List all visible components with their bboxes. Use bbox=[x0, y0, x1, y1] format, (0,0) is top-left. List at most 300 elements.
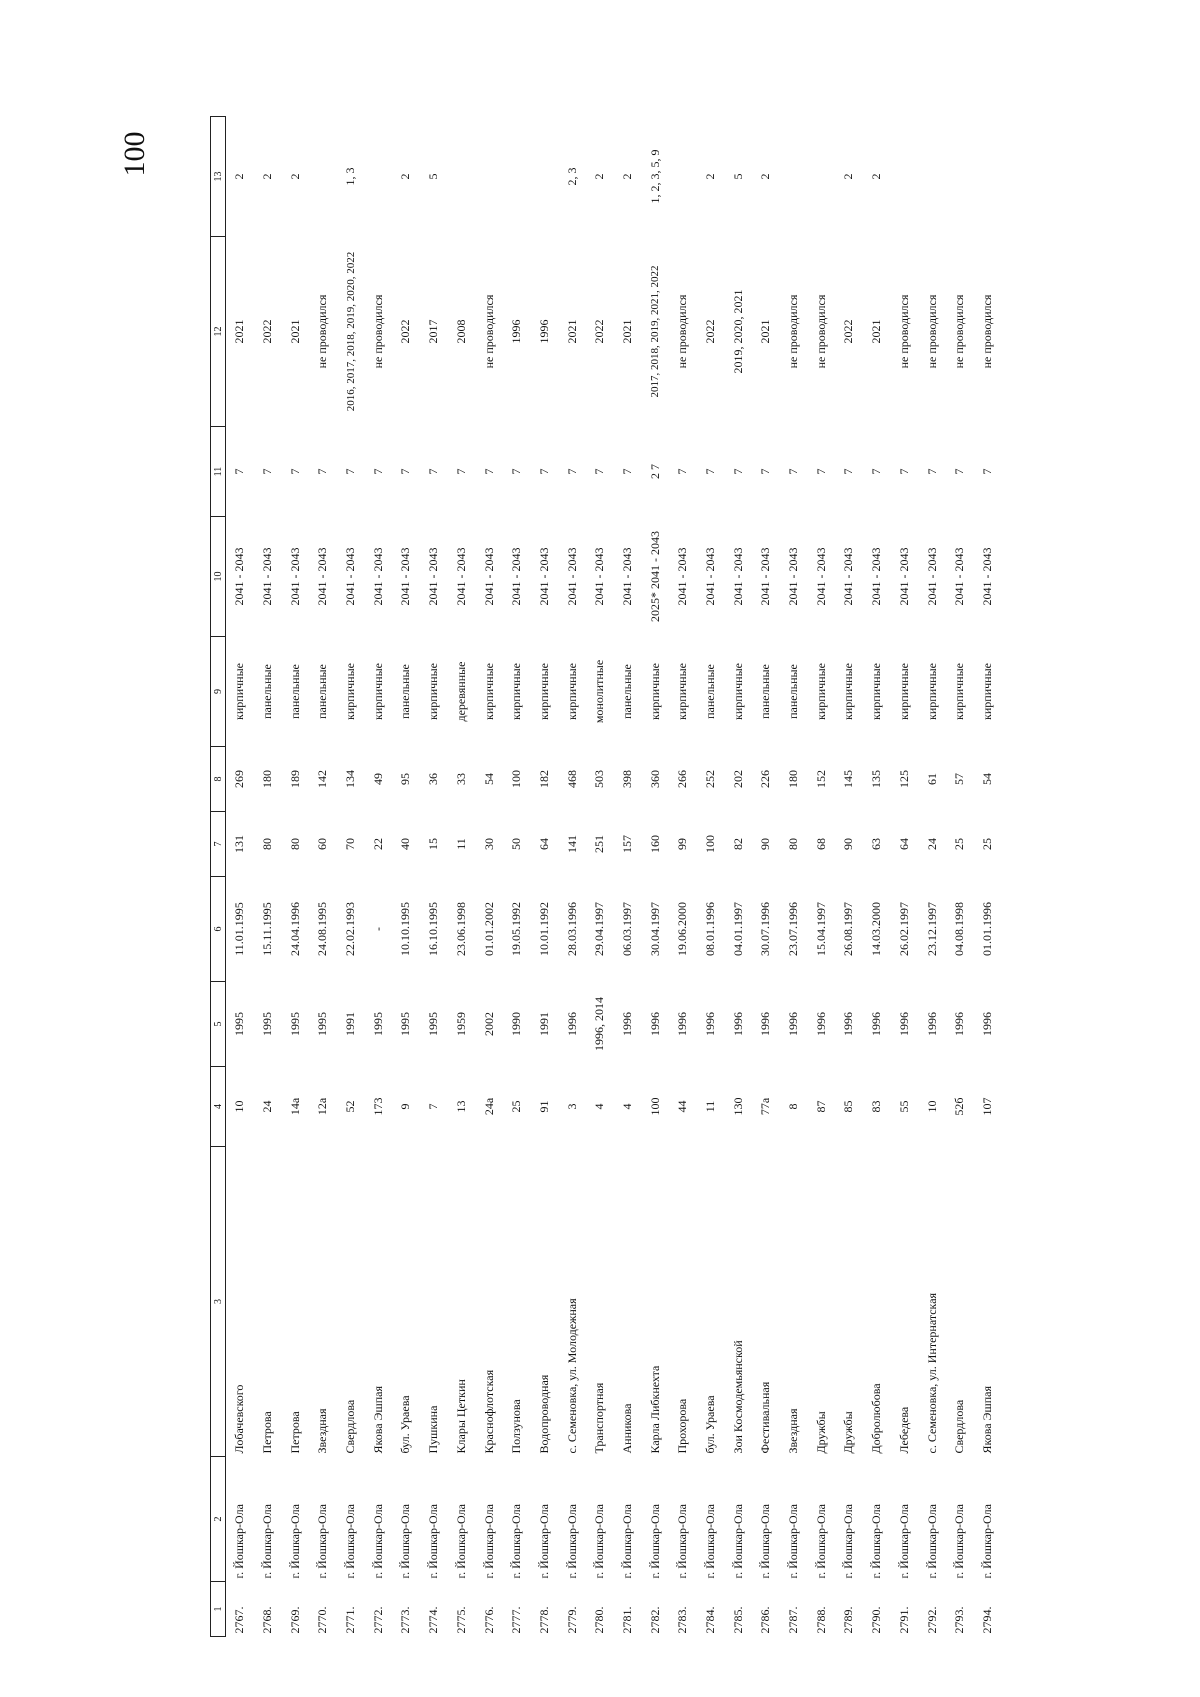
count-cell: 70 bbox=[343, 838, 358, 850]
last-repair-cell: 2021 bbox=[564, 319, 579, 344]
count-cell: 160 bbox=[647, 835, 662, 853]
table-row bbox=[475, 117, 503, 1637]
house-number-cell: 9 bbox=[398, 1103, 413, 1110]
last-repair-cell: не проводился bbox=[952, 294, 967, 369]
wall-material-cell: кирпичные bbox=[232, 663, 247, 720]
row-number-cell: 2779. bbox=[564, 1606, 579, 1634]
count-cell: 125 bbox=[896, 770, 911, 788]
street-cell: бул. Ураева bbox=[703, 1395, 718, 1454]
build-year-cell: 1996 bbox=[703, 1012, 718, 1036]
last-repair-cell: 2017 bbox=[426, 319, 441, 344]
build-year-cell: 1995 bbox=[287, 1012, 302, 1036]
street-cell: Клары Цеткин bbox=[453, 1379, 468, 1454]
street-cell: Пушкина bbox=[426, 1405, 441, 1454]
table-row bbox=[614, 117, 642, 1637]
count-cell: 64 bbox=[536, 838, 551, 850]
count-cell: 40 bbox=[398, 838, 413, 850]
wall-material-cell: панельные bbox=[287, 664, 302, 719]
wall-material-cell: панельные bbox=[619, 664, 634, 719]
street-cell: Свердлова bbox=[952, 1399, 967, 1454]
row-number-cell: 2782. bbox=[647, 1606, 662, 1634]
commission-date-cell: 23.06.1998 bbox=[453, 902, 468, 956]
row-number-cell: 2792. bbox=[924, 1606, 939, 1634]
wall-material-cell: кирпичные bbox=[370, 663, 385, 720]
settlement-cell: г. Йошкар-Ола bbox=[315, 1504, 330, 1579]
code-cell: 7 bbox=[896, 468, 911, 475]
count-cell: 182 bbox=[536, 770, 551, 788]
settlement-cell: г. Йошкар-Ола bbox=[592, 1504, 607, 1579]
commission-date-cell: 30.04.1997 bbox=[647, 902, 662, 956]
wall-material-cell: кирпичные bbox=[869, 663, 884, 720]
street-cell: Анникова bbox=[619, 1403, 634, 1454]
settlement-cell: г. Йошкар-Ола bbox=[232, 1504, 247, 1579]
house-number-cell: 91 bbox=[536, 1100, 551, 1113]
count-cell: 180 bbox=[260, 770, 275, 788]
code-cell: 7 bbox=[426, 468, 441, 475]
work-type-cell: 5 bbox=[426, 173, 441, 180]
settlement-cell: г. Йошкар-Ола bbox=[813, 1504, 828, 1579]
table-row bbox=[697, 117, 725, 1637]
house-number-cell: 107 bbox=[979, 1097, 994, 1116]
repair-period-cell: 2041 - 2043 bbox=[896, 547, 911, 606]
code-cell: 7 bbox=[924, 468, 939, 475]
row-number-cell: 2783. bbox=[675, 1606, 690, 1634]
commission-date-cell: 30.07.1996 bbox=[758, 902, 773, 956]
code-cell: 7 bbox=[869, 468, 884, 475]
build-year-cell: 1991 bbox=[343, 1012, 358, 1036]
repair-period-cell: 2041 - 2043 bbox=[481, 547, 496, 606]
commission-date-cell: 08.01.1996 bbox=[703, 902, 718, 956]
row-number-cell: 2788. bbox=[813, 1606, 828, 1634]
house-number-cell: 3 bbox=[564, 1103, 579, 1110]
last-repair-cell: не проводился bbox=[896, 294, 911, 369]
table-row bbox=[780, 117, 808, 1637]
work-type-cell: 2 bbox=[869, 173, 884, 180]
last-repair-cell: 2021 bbox=[869, 319, 884, 344]
house-number-cell: 25 bbox=[509, 1100, 524, 1113]
house-number-cell: 55 bbox=[896, 1100, 911, 1113]
count-cell: 152 bbox=[813, 770, 828, 788]
last-repair-cell: не проводился bbox=[813, 294, 828, 369]
commission-date-cell: 26.02.1997 bbox=[896, 902, 911, 956]
count-cell: 22 bbox=[370, 838, 385, 850]
table-row bbox=[807, 117, 835, 1637]
count-cell: 30 bbox=[481, 838, 496, 850]
settlement-cell: г. Йошкар-Ола bbox=[343, 1504, 358, 1579]
house-number-cell: 4 bbox=[592, 1103, 607, 1110]
street-cell: бул. Ураева bbox=[398, 1395, 413, 1454]
table-row bbox=[891, 117, 919, 1637]
work-type-cell bbox=[946, 117, 974, 237]
count-cell: 80 bbox=[786, 838, 801, 850]
house-number-cell: 11 bbox=[703, 1100, 718, 1113]
last-repair-cell: 1996 bbox=[509, 319, 524, 344]
house-number-cell: 13 bbox=[453, 1100, 468, 1113]
row-number-cell: 2767. bbox=[232, 1606, 247, 1634]
commission-date-cell: 19.05.1992 bbox=[509, 902, 524, 956]
row-number-cell: 2790. bbox=[869, 1606, 884, 1634]
count-cell: 251 bbox=[592, 835, 607, 853]
settlement-cell: г. Йошкар-Ола bbox=[370, 1504, 385, 1579]
repair-period-cell: 2041 - 2043 bbox=[841, 547, 856, 606]
last-repair-cell: 2022 bbox=[398, 319, 413, 344]
house-number-cell: 8 bbox=[786, 1103, 801, 1110]
settlement-cell: г. Йошкар-Ола bbox=[758, 1504, 773, 1579]
code-cell: 7 bbox=[952, 468, 967, 475]
last-repair-cell: 2022 bbox=[703, 319, 718, 344]
repair-period-cell: 2041 - 2043 bbox=[979, 547, 994, 606]
housing-register-table bbox=[210, 116, 1001, 1637]
house-number-cell: 12а bbox=[315, 1097, 330, 1116]
count-cell: 49 bbox=[370, 773, 385, 785]
count-cell: 80 bbox=[287, 838, 302, 850]
build-year-cell: 1996 bbox=[924, 1012, 939, 1036]
count-cell: 33 bbox=[453, 773, 468, 785]
repair-period-cell: 2041 - 2043 bbox=[703, 547, 718, 606]
code-cell: 7 bbox=[979, 468, 994, 475]
build-year-cell: 1991 bbox=[536, 1012, 551, 1036]
code-cell: 7 bbox=[370, 468, 385, 475]
column-number-header: 5 bbox=[211, 982, 226, 1067]
wall-material-cell: кирпичные bbox=[343, 663, 358, 720]
row-number-cell: 2787. bbox=[786, 1606, 801, 1634]
settlement-cell: г. Йошкар-Ола bbox=[260, 1504, 275, 1579]
row-number-cell: 2771. bbox=[343, 1606, 358, 1634]
count-cell: 11 bbox=[453, 838, 468, 850]
column-number-header: 10 bbox=[211, 517, 226, 637]
commission-date-cell: 24.04.1996 bbox=[287, 902, 302, 956]
code-cell: 7 bbox=[786, 468, 801, 475]
last-repair-cell: 1996 bbox=[536, 319, 551, 344]
commission-date-cell: 26.08.1997 bbox=[841, 902, 856, 956]
count-cell: 503 bbox=[592, 770, 607, 788]
build-year-cell: 1996 bbox=[647, 1012, 662, 1036]
work-type-cell bbox=[807, 117, 835, 237]
row-number-cell: 2769. bbox=[287, 1606, 302, 1634]
repair-period-cell: 2041 - 2043 bbox=[398, 547, 413, 606]
build-year-cell: 1996 bbox=[619, 1012, 634, 1036]
work-type-cell: 2 bbox=[841, 173, 856, 180]
settlement-cell: г. Йошкар-Ола bbox=[536, 1504, 551, 1579]
row-number-cell: 2778. bbox=[536, 1606, 551, 1634]
count-cell: 131 bbox=[232, 835, 247, 853]
table-row bbox=[974, 117, 1002, 1637]
code-cell: 7 bbox=[564, 468, 579, 475]
settlement-cell: г. Йошкар-Ола bbox=[979, 1504, 994, 1579]
work-type-cell: 2 bbox=[287, 173, 302, 180]
work-type-cell: 2 bbox=[260, 173, 275, 180]
build-year-cell: 1995 bbox=[426, 1012, 441, 1036]
wall-material-cell: кирпичные bbox=[979, 663, 994, 720]
repair-period-cell: 2041 - 2043 bbox=[592, 547, 607, 606]
house-number-cell: 24 bbox=[260, 1100, 275, 1113]
table-row bbox=[946, 117, 974, 1637]
count-cell: 100 bbox=[509, 770, 524, 788]
last-repair-cell: не проводился bbox=[979, 294, 994, 369]
settlement-cell: г. Йошкар-Ола bbox=[952, 1504, 967, 1579]
table-row bbox=[669, 117, 697, 1637]
row-number-cell: 2786. bbox=[758, 1606, 773, 1634]
work-type-cell: 2 bbox=[592, 173, 607, 180]
last-repair-cell: не проводился bbox=[675, 294, 690, 369]
street-cell: Петрова bbox=[287, 1411, 302, 1454]
commission-date-cell: 19.06.2000 bbox=[675, 902, 690, 956]
build-year-cell: 1995 bbox=[260, 1012, 275, 1036]
settlement-cell: г. Йошкар-Ола bbox=[453, 1504, 468, 1579]
last-repair-cell: 2022 bbox=[841, 319, 856, 344]
wall-material-cell: кирпичные bbox=[564, 663, 579, 720]
row-number-cell: 2794. bbox=[979, 1606, 994, 1634]
house-number-cell: 44 bbox=[675, 1100, 690, 1113]
code-cell: 7 bbox=[675, 468, 690, 475]
count-cell: 157 bbox=[619, 835, 634, 853]
last-repair-cell: 2021 bbox=[619, 319, 634, 344]
column-number-row bbox=[211, 117, 226, 1637]
column-number-header: 8 bbox=[211, 747, 226, 812]
build-year-cell: 1996 bbox=[841, 1012, 856, 1036]
count-cell: 25 bbox=[979, 838, 994, 850]
work-type-cell bbox=[669, 117, 697, 237]
repair-period-cell: 2041 - 2043 bbox=[343, 547, 358, 606]
count-cell: 90 bbox=[841, 838, 856, 850]
commission-date-cell: 15.11.1995 bbox=[260, 902, 275, 956]
work-type-cell bbox=[891, 117, 919, 237]
work-type-cell: 2 bbox=[758, 173, 773, 180]
house-number-cell: 14а bbox=[287, 1097, 302, 1116]
work-type-cell: 1, 3 bbox=[343, 167, 358, 186]
code-cell: 7 bbox=[536, 468, 551, 475]
build-year-cell: 1959 bbox=[453, 1012, 468, 1036]
wall-material-cell: монолитные bbox=[592, 659, 607, 724]
repair-period-cell: 2041 - 2043 bbox=[370, 547, 385, 606]
code-cell: 7 bbox=[232, 468, 247, 475]
build-year-cell: 1996 bbox=[869, 1012, 884, 1036]
row-number-cell: 2780. bbox=[592, 1606, 607, 1634]
count-cell: 57 bbox=[952, 773, 967, 785]
wall-material-cell: панельные bbox=[758, 664, 773, 719]
count-cell: 189 bbox=[287, 770, 302, 788]
settlement-cell: г. Йошкар-Ола bbox=[703, 1504, 718, 1579]
code-cell: 7 bbox=[509, 468, 524, 475]
street-cell: Якова Эшпая bbox=[979, 1386, 994, 1454]
count-cell: 60 bbox=[315, 838, 330, 850]
column-number-header: 11 bbox=[211, 427, 226, 517]
code-cell: 2 7 bbox=[647, 464, 662, 479]
last-repair-cell: не проводился bbox=[481, 294, 496, 369]
row-number-cell: 2781. bbox=[619, 1606, 634, 1634]
count-cell: 360 bbox=[647, 770, 662, 788]
work-type-cell bbox=[309, 117, 337, 237]
repair-period-cell: 2041 - 2043 bbox=[813, 547, 828, 606]
repair-period-cell: 2041 - 2043 bbox=[426, 547, 441, 606]
work-type-cell: 2 bbox=[703, 173, 718, 180]
count-cell: 226 bbox=[758, 770, 773, 788]
work-type-cell: 5 bbox=[730, 173, 745, 180]
count-cell: 50 bbox=[509, 838, 524, 850]
street-cell: Зои Космодемьянской bbox=[730, 1340, 745, 1454]
repair-period-cell: 2041 - 2043 bbox=[619, 547, 634, 606]
count-cell: 141 bbox=[564, 835, 579, 853]
house-number-cell: 85 bbox=[841, 1100, 856, 1113]
page-number: 100 bbox=[118, 131, 151, 177]
wall-material-cell: панельные bbox=[398, 664, 413, 719]
last-repair-cell: 2021 bbox=[232, 319, 247, 344]
code-cell: 7 bbox=[315, 468, 330, 475]
repair-period-cell: 2025* 2041 - 2043 bbox=[647, 531, 662, 622]
column-number-header: 9 bbox=[211, 637, 226, 747]
table-row bbox=[863, 117, 891, 1637]
table-row bbox=[586, 117, 614, 1637]
table-row bbox=[392, 117, 420, 1637]
wall-material-cell: кирпичные bbox=[952, 663, 967, 720]
count-cell: 202 bbox=[730, 770, 745, 788]
house-number-cell: 52б bbox=[952, 1097, 967, 1116]
settlement-cell: г. Йошкар-Ола bbox=[287, 1504, 302, 1579]
settlement-cell: г. Йошкар-Ола bbox=[730, 1504, 745, 1579]
code-cell: 7 bbox=[813, 468, 828, 475]
settlement-cell: г. Йошкар-Ола bbox=[841, 1504, 856, 1579]
house-number-cell: 52 bbox=[343, 1100, 358, 1113]
wall-material-cell: кирпичные bbox=[730, 663, 745, 720]
commission-date-cell: 10.01.1992 bbox=[536, 902, 551, 956]
wall-material-cell: кирпичные bbox=[841, 663, 856, 720]
row-number-cell: 2774. bbox=[426, 1606, 441, 1634]
work-type-cell bbox=[780, 117, 808, 237]
table-row bbox=[448, 117, 476, 1637]
build-year-cell: 1996 bbox=[675, 1012, 690, 1036]
rotated-page-content bbox=[210, 117, 994, 1637]
house-number-cell: 130 bbox=[730, 1097, 745, 1116]
wall-material-cell: панельные bbox=[786, 664, 801, 719]
table-row bbox=[641, 117, 669, 1637]
repair-period-cell: 2041 - 2043 bbox=[260, 547, 275, 606]
count-cell: 95 bbox=[398, 773, 413, 785]
code-cell: 7 bbox=[398, 468, 413, 475]
repair-period-cell: 2041 - 2043 bbox=[675, 547, 690, 606]
street-cell: Добролюбова bbox=[869, 1383, 884, 1454]
street-cell: с. Семеновка, ул. Интернатская bbox=[924, 1292, 939, 1454]
work-type-cell bbox=[364, 117, 392, 237]
settlement-cell: г. Йошкар-Ола bbox=[786, 1504, 801, 1579]
repair-period-cell: 2041 - 2043 bbox=[786, 547, 801, 606]
table-row bbox=[309, 117, 337, 1637]
house-number-cell: 173 bbox=[370, 1097, 385, 1116]
build-year-cell: 1996 bbox=[896, 1012, 911, 1036]
wall-material-cell: кирпичные bbox=[509, 663, 524, 720]
table-header bbox=[211, 117, 226, 1637]
count-cell: 80 bbox=[260, 838, 275, 850]
count-cell: 90 bbox=[758, 838, 773, 850]
house-number-cell: 10 bbox=[232, 1100, 247, 1113]
count-cell: 64 bbox=[896, 838, 911, 850]
table-row bbox=[724, 117, 752, 1637]
build-year-cell: 1995 bbox=[315, 1012, 330, 1036]
repair-period-cell: 2041 - 2043 bbox=[453, 547, 468, 606]
row-number-cell: 2775. bbox=[453, 1606, 468, 1634]
commission-date-cell: 14.03.2000 bbox=[869, 902, 884, 956]
street-cell: Лобачевского bbox=[232, 1384, 247, 1454]
build-year-cell: 1990 bbox=[509, 1012, 524, 1036]
count-cell: 145 bbox=[841, 770, 856, 788]
house-number-cell: 4 bbox=[619, 1103, 634, 1110]
work-type-cell bbox=[974, 117, 1002, 237]
column-number-header: 7 bbox=[211, 812, 226, 877]
repair-period-cell: 2041 - 2043 bbox=[869, 547, 884, 606]
street-cell: Фестивальная bbox=[758, 1381, 773, 1454]
wall-material-cell: панельные bbox=[260, 664, 275, 719]
wall-material-cell: кирпичные bbox=[426, 663, 441, 720]
street-cell: Якова Эшпая bbox=[370, 1386, 385, 1454]
table-row bbox=[503, 117, 531, 1637]
last-repair-cell: 2016, 2017, 2018, 2019, 2020, 2022 bbox=[344, 251, 357, 412]
repair-period-cell: 2041 - 2043 bbox=[536, 547, 551, 606]
row-number-cell: 2768. bbox=[260, 1606, 275, 1634]
code-cell: 7 bbox=[343, 468, 358, 475]
last-repair-cell: 2019, 2020, 2021 bbox=[730, 289, 745, 374]
table-row bbox=[835, 117, 863, 1637]
street-cell: Дружбы bbox=[813, 1411, 828, 1454]
repair-period-cell: 2041 - 2043 bbox=[287, 547, 302, 606]
count-cell: 25 bbox=[952, 838, 967, 850]
commission-date-cell: 04.08.1998 bbox=[952, 902, 967, 956]
code-cell: 7 bbox=[841, 468, 856, 475]
build-year-cell: 1995 bbox=[232, 1012, 247, 1036]
count-cell: 99 bbox=[675, 838, 690, 850]
count-cell: 135 bbox=[869, 770, 884, 788]
column-number-header: 4 bbox=[211, 1067, 226, 1147]
street-cell: Ползунова bbox=[509, 1399, 524, 1454]
count-cell: 142 bbox=[315, 770, 330, 788]
row-number-cell: 2784. bbox=[703, 1606, 718, 1634]
work-type-cell bbox=[531, 117, 559, 237]
wall-material-cell: деревянные bbox=[453, 661, 468, 722]
count-cell: 269 bbox=[232, 770, 247, 788]
column-number-header: 2 bbox=[211, 1457, 226, 1582]
work-type-cell bbox=[448, 117, 476, 237]
house-number-cell: 7 bbox=[426, 1103, 441, 1110]
wall-material-cell: панельные bbox=[703, 664, 718, 719]
last-repair-cell: 2022 bbox=[260, 319, 275, 344]
count-cell: 100 bbox=[703, 835, 718, 853]
build-year-cell: 2002 bbox=[481, 1012, 496, 1036]
work-type-cell: 2 bbox=[232, 173, 247, 180]
settlement-cell: г. Йошкар-Ола bbox=[398, 1504, 413, 1579]
settlement-cell: г. Йошкар-Ола bbox=[675, 1504, 690, 1579]
count-cell: 82 bbox=[730, 838, 745, 850]
work-type-cell bbox=[918, 117, 946, 237]
code-cell: 7 bbox=[703, 468, 718, 475]
row-number-cell: 2776. bbox=[481, 1606, 496, 1634]
house-number-cell: 77а bbox=[758, 1097, 773, 1116]
commission-date-cell: 11.01.1995 bbox=[232, 902, 247, 956]
commission-date-cell: 29.04.1997 bbox=[592, 902, 607, 956]
street-cell: с. Семеновка, ул. Молодежная bbox=[564, 1298, 579, 1454]
last-repair-cell: 2021 bbox=[758, 319, 773, 344]
table-body bbox=[226, 117, 1002, 1637]
table-row bbox=[364, 117, 392, 1637]
house-number-cell: 24а bbox=[481, 1097, 496, 1116]
wall-material-cell: кирпичные bbox=[647, 663, 662, 720]
work-type-cell bbox=[503, 117, 531, 237]
street-cell: Лебедева bbox=[896, 1406, 911, 1454]
street-cell: Дружбы bbox=[841, 1411, 856, 1454]
last-repair-cell: не проводился bbox=[924, 294, 939, 369]
count-cell: 468 bbox=[564, 770, 579, 788]
work-type-cell: 1, 2, 3, 5, 9 bbox=[647, 149, 662, 204]
code-cell: 7 bbox=[619, 468, 634, 475]
code-cell: 7 bbox=[481, 468, 496, 475]
count-cell: 24 bbox=[924, 838, 939, 850]
